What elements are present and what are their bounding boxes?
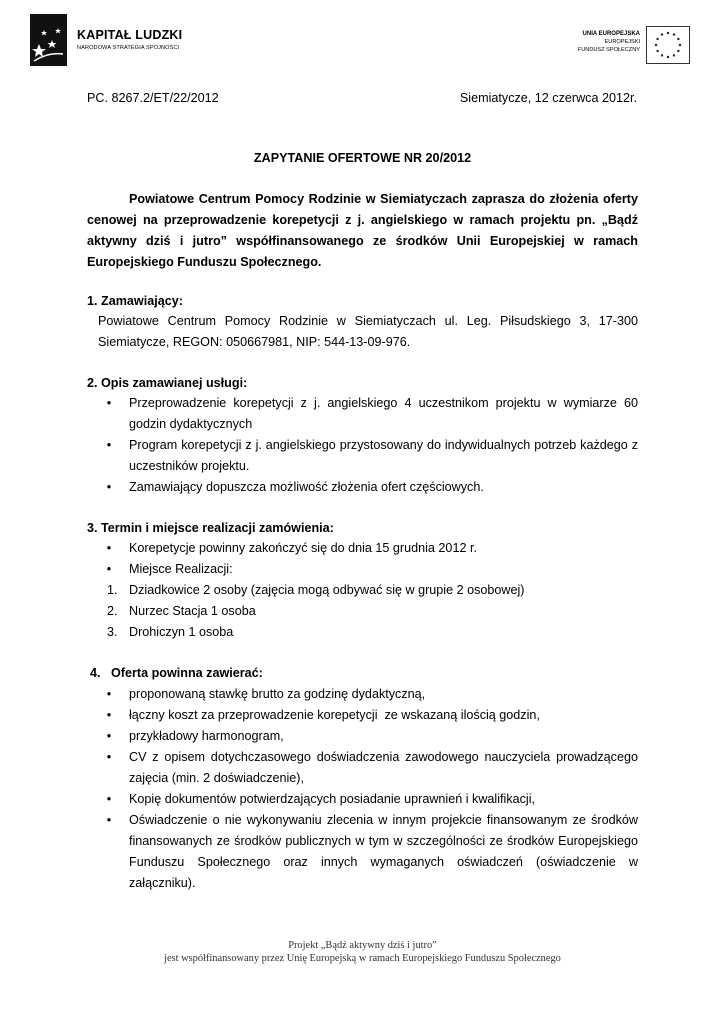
eu-flag-icon — [646, 26, 690, 64]
eu-line-1: UNIA EUROPEJSKA — [582, 31, 640, 37]
list-item-text: Dziadkowice 2 osoby (zajęcia mogą odbywać się w grupie 2 osobowej) — [129, 583, 525, 597]
eu-line-3: FUNDUSZ SPOŁECZNY — [577, 46, 640, 53]
eu-logo-text — [578, 31, 640, 54]
list-item — [87, 477, 638, 498]
bullet-icon: • — [106, 396, 112, 410]
intro-paragraph: Powiatowe Centrum Pomocy Rodzinie w Siemiatyczach zaprasza do złożenia oferty cenowej na przeprowadzenie korepetycji z j. angielskiego w ramach projektu pn. „Bądź aktywny dziś i jutro” współfinansowanego ze środków Unii Europejskiej w ramach Europejskiego Funduszu Społecznego. — [87, 192, 638, 269]
section-1-text: Powiatowe Centrum Pomocy Rodzinie w Siemiatyczach ul. Leg. Piłsudskiego 3, 17-300 Siemiatycze, REGON: 050667981, NIP: 544-13-09-976. — [98, 314, 638, 349]
list-item-text: proponowaną stawkę brutto za godzinę dydaktyczną, — [129, 687, 426, 701]
bullet-icon: • — [106, 687, 112, 701]
bullet-icon: • — [106, 480, 112, 494]
section-2-list — [87, 393, 638, 498]
list-item — [87, 789, 638, 810]
list-number: 1. — [107, 583, 118, 597]
eu-logo — [560, 26, 690, 64]
bullet-icon: • — [106, 750, 112, 764]
kapital-ludzki-emblem-icon — [30, 14, 67, 66]
list-item-text: Kopię dokumentów potwierdzających posiadanie uprawnień i kwalifikacji, — [129, 792, 536, 806]
list-item-text: przykładowy harmonogram, — [129, 729, 284, 743]
kapital-ludzki-logo — [30, 14, 200, 68]
section-2-title: 2. Opis zamawianej usługi: — [87, 376, 248, 390]
list-item-text: Drohiczyn 1 osoba — [129, 625, 234, 639]
list-item-text: Zamawiający dopuszcza możliwość złożenia ofert częściowych. — [129, 480, 484, 494]
list-item — [87, 601, 638, 622]
list-item — [87, 705, 638, 726]
document-title: ZAPYTANIE OFERTOWE NR 20/2012 — [253, 151, 472, 165]
bullet-icon: • — [106, 562, 112, 576]
bullet-icon: • — [106, 813, 112, 827]
bullet-icon: • — [106, 792, 112, 806]
list-item-text: Korepetycje powinny zakończyć się do dnia 15 grudnia 2012 r. — [129, 541, 477, 555]
kapital-ludzki-title: KAPITAŁ LUDZKI — [77, 28, 183, 42]
bullet-icon: • — [106, 708, 112, 722]
list-item-text: CV z opisem dotychczasowego doświadczenia zawodowego nauczyciela prowadzącego zajęcia (min. 2 doświadczenie), — [129, 750, 638, 785]
eu-line-2: EUROPEJSKI — [604, 38, 640, 45]
list-item-text: Oświadczenie o nie wykonywaniu zlecenia w innym projekcie finansowanym ze środków finansowanych ze środków publicznych w tym w szczególności ze środków Europejskiego Funduszu Społecznego oraz innych wymaganych oświadczeń (oświadczenie w załączniku). — [129, 813, 638, 890]
list-item — [87, 810, 638, 894]
list-item — [87, 559, 638, 580]
list-item-text: Przeprowadzenie korepetycji z j. angielskiego 4 uczestnikom projektu w wymiarze 60 godzin dydaktycznych — [129, 396, 638, 431]
list-item — [87, 622, 638, 643]
bullet-icon: • — [106, 541, 112, 555]
document-date: Siemiatycze, 12 czerwca 2012r. — [459, 91, 637, 105]
kapital-ludzki-subtitle: NARODOWA STRATEGIA SPÓJNOŚCI — [77, 45, 180, 51]
list-item-text: Program korepetycji z j. angielskiego przystosowany do indywidualnych potrzeb każdego z uczestników projektu. — [129, 438, 638, 473]
list-item — [87, 747, 638, 789]
page-footer — [0, 939, 725, 965]
list-number: 3. — [107, 625, 118, 639]
list-item-text: Miejsce Realizacji: — [129, 562, 233, 576]
list-item-text: Nurzec Stacja 1 osoba — [129, 604, 256, 618]
section-1-title: 1. Zamawiający: — [87, 294, 183, 308]
footer-line-2: jest współfinansowany przez Unię Europejską w ramach Europejskiego Funduszu Społecznego — [164, 953, 561, 964]
document-reference: PC. 8267.2/ET/22/2012 — [87, 91, 219, 105]
bullet-icon: • — [106, 729, 112, 743]
footer-line-1: Projekt „Bądź aktywny dziś i jutro” — [288, 940, 437, 951]
list-item — [87, 435, 638, 477]
bullet-icon: • — [106, 438, 112, 452]
list-number: 2. — [107, 604, 118, 618]
list-item — [87, 684, 638, 705]
section-4-list — [87, 684, 638, 894]
section-4-title: 4. Oferta powinna zawierać: — [90, 666, 263, 680]
list-item-text: łączny koszt za przeprowadzenie korepetycji ze wskazaną ilością godzin, — [129, 708, 540, 722]
list-item — [87, 726, 638, 747]
section-3-title: 3. Termin i miejsce realizacji zamówienia: — [87, 521, 334, 535]
list-item — [87, 393, 638, 435]
list-item — [87, 538, 638, 559]
section-3-numbered-list — [87, 580, 638, 643]
section-3-list — [87, 538, 638, 580]
list-item — [87, 580, 638, 601]
